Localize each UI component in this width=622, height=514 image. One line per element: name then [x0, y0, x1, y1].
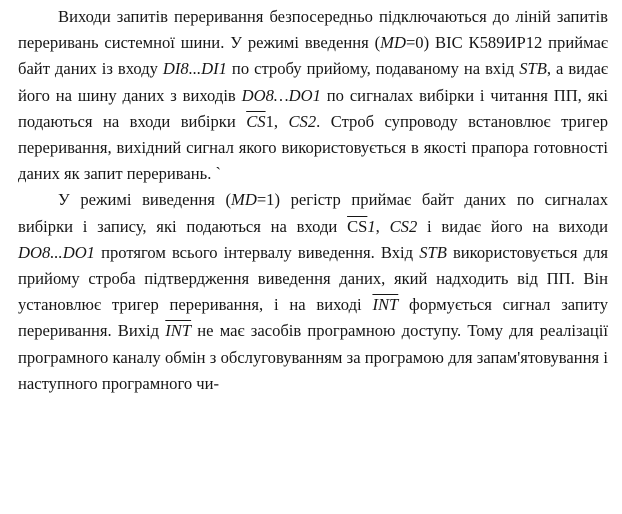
text-run: по стробу прийому, подаваному на вхід — [226, 59, 520, 79]
text-run: , — [375, 216, 390, 236]
signal-name-inverted: $\overline{INT}$ — [165, 321, 192, 341]
text-run: протягом всього інтервалу виведення. Вхід — [94, 242, 420, 262]
signal-name: DO8...DO1 — [18, 242, 95, 262]
text-run: 1, — [265, 111, 289, 131]
text-run: і видає його на виходи — [417, 216, 608, 236]
text-run: Виходи запитів переривання безпосередньо підключаються до ліній запитів переривань системної шини. У режимі введення ( — [18, 7, 608, 53]
paragraph-interrupt-inputs — [18, 4, 608, 187]
text-run: =0) ВІС К589ИР12 приймає байт даних із входу — [18, 33, 608, 79]
signal-name: 1 — [367, 216, 376, 236]
signal-name: STB — [419, 242, 447, 262]
text-run: =1) регістр приймає байт даних по сигналах вибірки і запису, які подаються на входи — [18, 190, 609, 236]
text-run: , а видає його на шину даних з виходів — [18, 59, 608, 105]
text-run: У режимі виведення ( — [58, 190, 232, 210]
signal-name: MD — [231, 190, 257, 210]
signal-name: DI8...DI1 — [162, 59, 227, 79]
signal-name-inverted: $\overline{INT}$ — [372, 295, 399, 315]
text-run: . Строб супроводу встановлює тригер переривання, вихідний сигнал якого використовується в якості прапора готовності даних як запит переривань. ` — [18, 111, 608, 184]
signal-name-inverted: $\overline{CS}$ — [246, 111, 266, 131]
text-run: по сигналах вибірки і читання ПП, які подаються на входи вибірки — [18, 85, 608, 131]
signal-name: DO8…DO1 — [241, 85, 321, 105]
text-run: не має засобів програмною доступу. Тому для реалізації програмного каналу обмін з обслуговуванням за програмою для запам'ятовування і наступного програмного чи- — [18, 321, 608, 393]
text-run: використовується для прийому строба підтвердження виведення даних, який надходить від ПП. Він установлює тригер переривання, і на виході — [18, 242, 608, 315]
signal-name: CS2 — [288, 111, 317, 131]
signal-name-inverted: $\overline{CS}$ — [347, 216, 368, 236]
document-page — [18, 4, 608, 397]
text-run: формується сигнал запиту переривання. Вихід — [18, 295, 608, 341]
signal-name: CS2 — [389, 216, 418, 236]
paragraph-output-mode — [18, 187, 608, 397]
signal-name: MD — [380, 33, 406, 53]
signal-name: STB — [519, 59, 547, 79]
